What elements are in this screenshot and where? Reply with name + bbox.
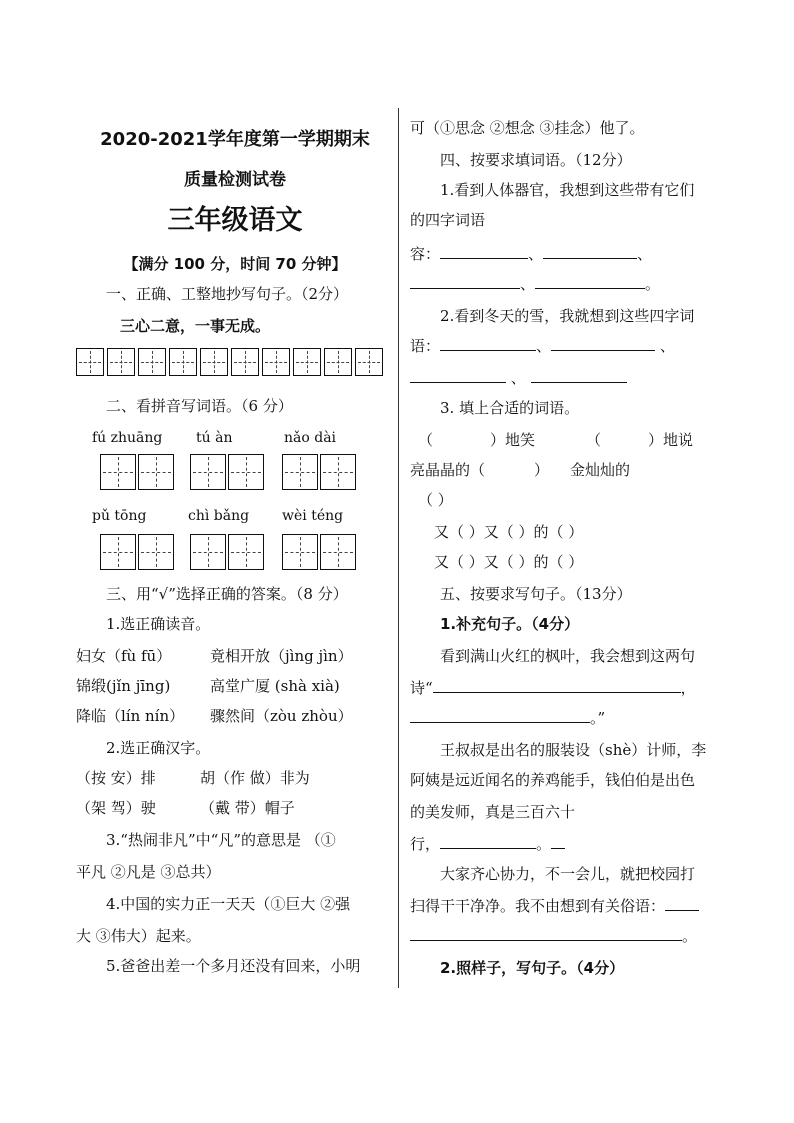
- pinyin-2: tú àn: [196, 430, 233, 446]
- writing-cell[interactable]: [169, 348, 197, 376]
- answer-blank[interactable]: [535, 274, 645, 289]
- answer-blank[interactable]: [551, 834, 565, 849]
- s4-q3-row1-b-open: （: [586, 431, 602, 449]
- writing-cell[interactable]: [76, 348, 104, 376]
- writing-cell[interactable]: [262, 348, 290, 376]
- s4-q3-row1-a-open: （: [418, 431, 434, 449]
- s5-s2-line2: 阿姨是远近闻名的养鸡能手，钱伯伯是出色: [410, 771, 696, 789]
- answer-blank[interactable]: [543, 244, 637, 259]
- pinyin-1: fú zhuāng: [92, 430, 163, 446]
- s3-q2-row2-b: （戴 带）帽子: [200, 799, 295, 817]
- s3-q2: 2.选正确汉字。: [106, 739, 211, 757]
- word-box-6[interactable]: [282, 534, 358, 570]
- copy-sentence: 三心二意，一事无成。: [120, 317, 271, 335]
- pinyin-3: nǎo dài: [284, 430, 337, 446]
- s4-q3-row1-b: ）地说: [648, 431, 694, 449]
- pinyin-5: chì bǎng: [188, 508, 250, 524]
- s4-q3-row4: 又（ ）又（ ）的（ ）: [434, 523, 584, 541]
- s4-q3-row5: 又（ ）又（ ）的（ ）: [434, 553, 584, 571]
- column-divider: [398, 108, 399, 988]
- pinyin-4: pǔ tōng: [92, 508, 147, 524]
- pinyin-6: wèi téng: [282, 508, 344, 524]
- word-box-3[interactable]: [282, 454, 358, 490]
- answer-blank[interactable]: [440, 834, 536, 849]
- writing-cell[interactable]: [138, 348, 166, 376]
- score-info: 【满分 100 分，时间 70 分钟】: [123, 255, 347, 273]
- s3-q4-line1: 4.中国的实力正一天天（①巨大 ②强: [106, 895, 351, 913]
- exam-subject-title: 三年级语文: [167, 205, 303, 236]
- s4-q1-line2: 的四字词语: [410, 211, 486, 229]
- s5-s3-line2: 扫得干干净净。我不由想到有关俗语：: [410, 896, 699, 916]
- writing-cell[interactable]: [200, 348, 228, 376]
- answer-blank[interactable]: [440, 244, 528, 259]
- exam-title-line1: 2020-2021学年度第一学期期末: [100, 129, 370, 150]
- s5-sub1: 1.补充句子。（4分）: [440, 615, 580, 633]
- s4-q3-row1-a: ）地笑: [490, 431, 536, 449]
- s4-q1-line3: 容： 、 、: [410, 245, 653, 263]
- s3-q1: 1.选正确读音。: [106, 615, 211, 633]
- s3-q2-row2-a: （架 驾）驶: [76, 799, 156, 817]
- s3-q4-line2: 大 ③伟大）起来。: [76, 927, 201, 945]
- answer-blank[interactable]: [551, 336, 655, 351]
- answer-blank[interactable]: [410, 274, 520, 289]
- s3-q1-row1-a: 妇女（fù fū）: [76, 647, 172, 665]
- s4-q3-row2-a-close: ）: [534, 461, 550, 479]
- s5-s1-line1: 看到满山火红的枫叶，我会想到这两句: [440, 647, 696, 665]
- s4-q1-line4: 、 。: [410, 274, 660, 294]
- answer-blank[interactable]: [410, 926, 682, 941]
- writing-cell[interactable]: [324, 348, 352, 376]
- s3-q3-line1: 3.“热闹非凡”中“凡”的意思是 （①: [106, 831, 336, 849]
- writing-grid: [76, 348, 386, 376]
- s3-q2-row1-b: 胡（作 做）非为: [200, 769, 310, 787]
- s5-s3-line1: 大家齐心协力，不一会儿，就把校园打: [440, 865, 696, 883]
- s5-s1-line2: 诗“ ，: [410, 679, 696, 697]
- s5-s2-line3: 的美发师，真是三百六十: [410, 803, 576, 821]
- s3-q1-row1-b: 竟相开放（jìng jìn）: [210, 647, 353, 665]
- s5-s2-line1: 王叔叔是出名的服装设（shè）计师，李: [440, 741, 707, 759]
- s3-q1-row3-a: 降临（lín nín）: [76, 707, 185, 725]
- writing-cell[interactable]: [231, 348, 259, 376]
- word-box-1[interactable]: [100, 454, 176, 490]
- s3-q1-row2-a: 锦缎(jǐn jīng): [76, 677, 171, 695]
- s3-q5-line1: 5.爸爸出差一个多月还没有回来，小明: [106, 957, 361, 975]
- section4-heading: 四、按要求填词语。（12分）: [440, 151, 632, 169]
- s4-q2-line3: 、: [410, 368, 627, 388]
- answer-blank[interactable]: [440, 336, 536, 351]
- writing-cell[interactable]: [293, 348, 321, 376]
- section2-heading: 二、看拼音写词语。（6 分）: [106, 397, 293, 415]
- s3-q1-row2-b: 高堂广厦 (shà xià): [210, 677, 340, 695]
- exam-title-line2: 质量检测试卷: [184, 170, 286, 190]
- s4-q3: 3. 填上合适的词语。: [440, 399, 580, 417]
- s3-q1-row3-b: 骤然间（zòu zhòu）: [210, 707, 353, 725]
- s5-s3-line3: 。: [410, 926, 697, 946]
- section1-heading: 一、正确、工整地抄写句子。（2分）: [106, 285, 349, 303]
- s4-q2-line2: 语： 、 、: [410, 337, 675, 355]
- section5-heading: 五、按要求写句子。（13分）: [440, 585, 632, 603]
- word-box-4[interactable]: [100, 534, 176, 570]
- answer-blank[interactable]: [531, 368, 627, 383]
- s4-q3-row2-b: 金灿灿的: [570, 461, 631, 479]
- s3-q2-row1-a: （按 安）排: [76, 769, 156, 787]
- section3-heading: 三、用“√”选择正确的答案。（8 分）: [106, 585, 348, 603]
- writing-cell[interactable]: [107, 348, 135, 376]
- word-box-2[interactable]: [190, 454, 266, 490]
- s4-q3-row3: （ ）: [418, 491, 453, 509]
- s5-s2-line4: 行， 。: [410, 834, 565, 854]
- writing-cell[interactable]: [355, 348, 383, 376]
- s3-q3-line2: 平凡 ②凡是 ③总共）: [76, 863, 221, 881]
- s4-q2-line1: 2.看到冬天的雪，我就想到这些四字词: [440, 307, 695, 325]
- answer-blank[interactable]: [433, 678, 681, 693]
- s5-sub2: 2.照样子，写句子。（4分）: [440, 959, 625, 977]
- s3-q5-line2: 可（①思念 ②想念 ③挂念）他了。: [410, 119, 645, 137]
- answer-blank[interactable]: [410, 368, 506, 383]
- word-box-5[interactable]: [190, 534, 266, 570]
- answer-blank[interactable]: [665, 896, 699, 911]
- s4-q3-row2-a: 亮晶晶的（: [410, 461, 486, 479]
- s5-s1-line3: 。”: [410, 708, 605, 728]
- answer-blank[interactable]: [410, 708, 590, 723]
- s4-q1-line1: 1.看到人体器官，我想到这些带有它们: [440, 181, 695, 199]
